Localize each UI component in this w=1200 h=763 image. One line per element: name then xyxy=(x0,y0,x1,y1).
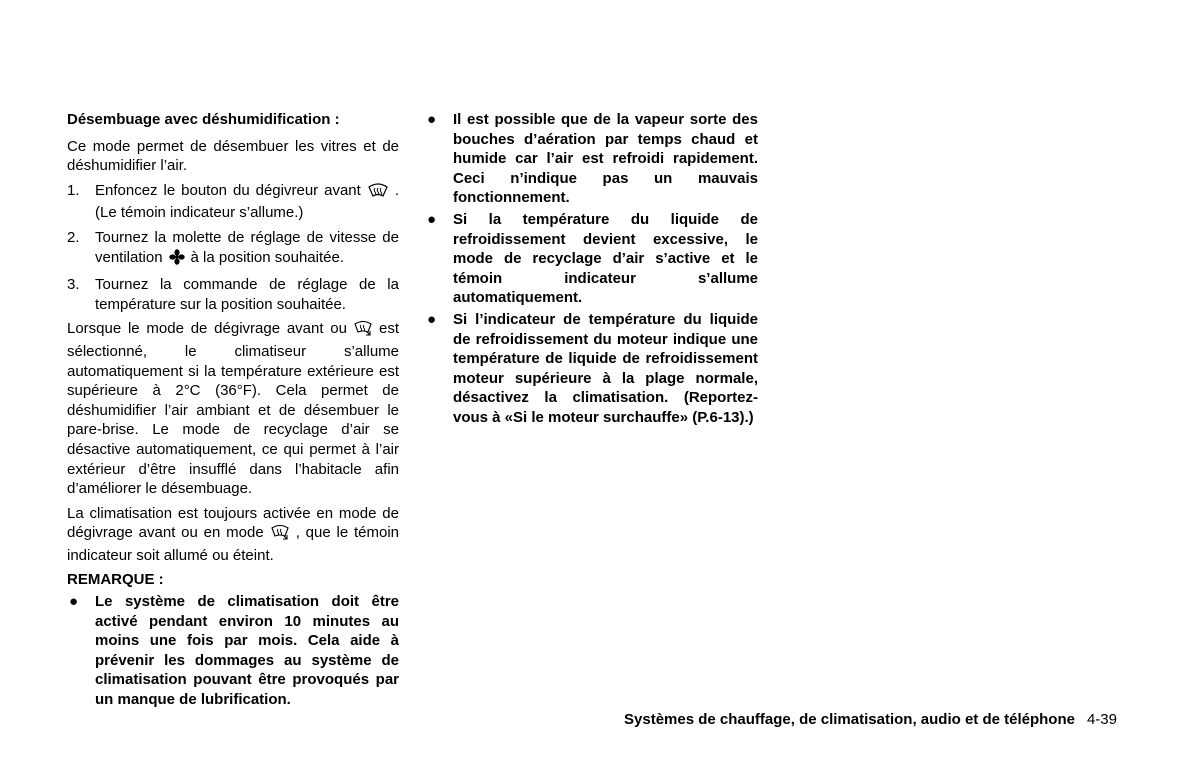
bullet-text: Le système de climatisation doit être activé pendant environ 10 minutes au moins une fois par mois. Cela aide à prévenir les dommages au système de climatisation pouvant être provoqués par un manque de lubrification. xyxy=(95,593,399,709)
step-2 xyxy=(67,228,399,270)
chapter-title: Systèmes de chauffage, de climatisation, audio et de téléphone xyxy=(624,711,1075,728)
step-number: 2. xyxy=(67,228,80,246)
bullet-overheat xyxy=(425,310,758,428)
paragraph-defrost-mode xyxy=(67,319,399,498)
bullet-dot: ● xyxy=(427,310,437,328)
step-text: Tournez la commande de réglage de la température sur la position souhaitée. xyxy=(95,276,399,313)
page-number: 4-39 xyxy=(1086,711,1117,728)
step-number: 3. xyxy=(67,276,80,294)
bullet-dot: ● xyxy=(427,210,437,228)
step-text: Tournez la molette de réglage de vitesse de ventilation xyxy=(95,228,399,266)
defrost-foot-mode-icon xyxy=(353,320,373,342)
remark-bullet xyxy=(67,592,399,710)
section-heading: Désembuage avec déshumidification : xyxy=(67,111,340,128)
defrost-foot-mode-icon xyxy=(270,524,290,546)
step-text: Enfoncez le bouton du dégivreur avant xyxy=(95,181,361,199)
paragraph-text: La climatisation est toujours activée en mode de dégivrage avant ou en mode xyxy=(67,504,399,542)
step-text-cont: . (Le témoin indicateur s’allume.) xyxy=(95,181,399,222)
paragraph-text: Lorsque le mode de dégivrage avant ou xyxy=(67,320,347,338)
step-text-cont: à la position souhaitée. xyxy=(190,248,344,266)
bullet-text: Si la température du liquide de refroidissement devient excessive, le mode de recyclage d’air s’active et le témoin indicateur s’allume automatiquement. xyxy=(453,210,758,307)
bullet-text: Si l’indicateur de température du liquide de refroidissement du moteur indique une température de liquide de refroidissement moteur supérieure à la plage normale, désactivez la climatisation. (Reportez-vous à «Si le moteur surchauffe» (P.6-13).) xyxy=(453,310,758,426)
page-footer xyxy=(624,711,1117,728)
intro-paragraph: Ce mode permet de désembuer les vitres et de déshumidifier l’air. xyxy=(67,137,399,175)
step-1 xyxy=(67,181,399,223)
step-3 xyxy=(67,275,399,314)
left-column xyxy=(67,110,399,712)
bullet-text: Il est possible que de la vapeur sorte des bouches d’aération par temps chaud et humide car l’air est refroidi rapidement. Ceci n’indique pas un mauvais fonctionnement. xyxy=(453,111,758,207)
bullet-dot: ● xyxy=(69,593,79,611)
paragraph-text-cont: , que le témoin indicateur soit allumé ou éteint. xyxy=(67,524,399,564)
paragraph-climatisation xyxy=(67,504,399,566)
fan-icon xyxy=(169,249,185,271)
remark-heading: REMARQUE : xyxy=(67,571,164,589)
bullet-coolant-temp xyxy=(425,210,758,308)
right-column xyxy=(425,110,758,430)
paragraph-text-cont: est sélectionné, le climatiseur s’allume automatiquement si la température extérieure est supérieure à 2°C (36°F). Cela permet de déshumidifier l’air ambiant et de désembuer le pare-brise. Le mode de recyclage d’air se désactive automatiquement, ce qui permet à l’air extérieur d’être insufflé dans l’habitacle afin d’améliorer le désembuage. xyxy=(67,320,399,498)
bullet-vapour xyxy=(425,110,758,208)
bullet-dot: ● xyxy=(427,111,437,128)
step-number: 1. xyxy=(67,181,80,199)
front-defroster-icon xyxy=(367,182,389,204)
